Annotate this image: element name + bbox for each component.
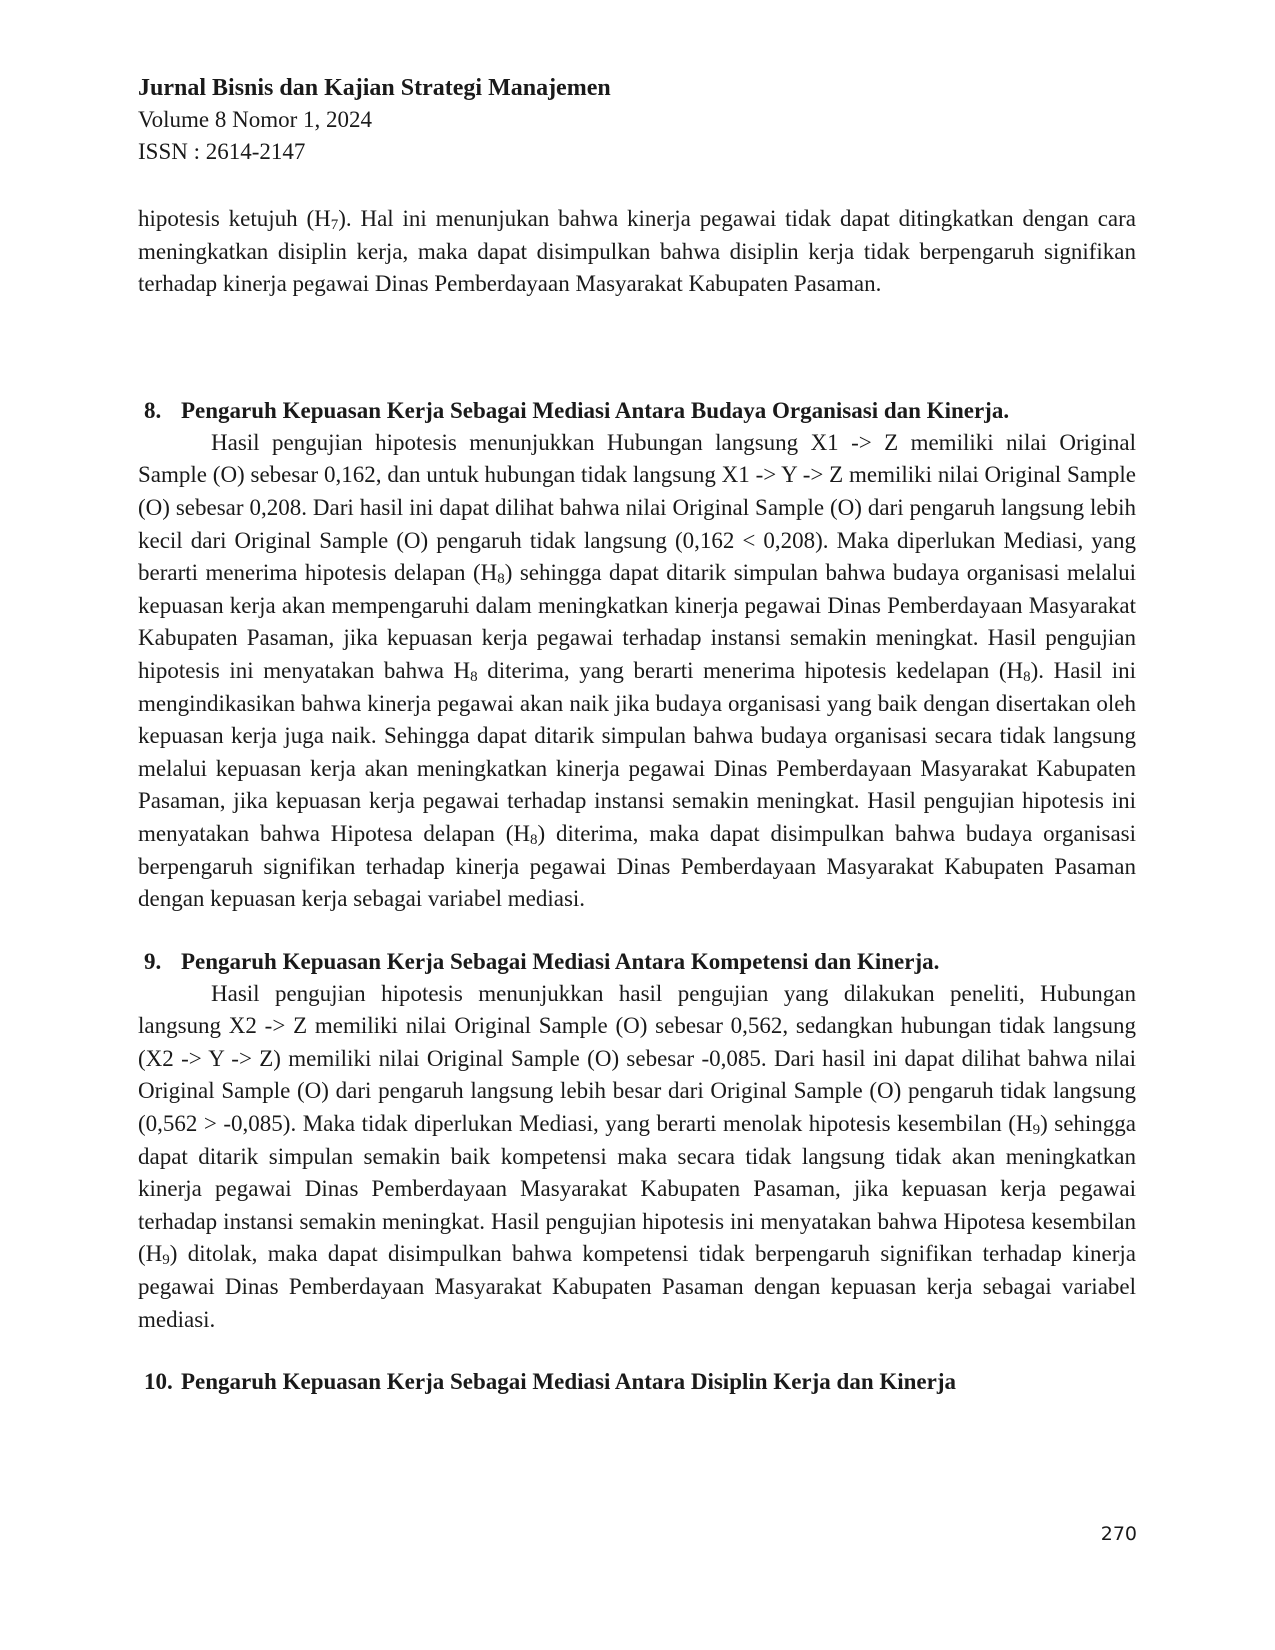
section-9-paragraph: Hasil pengujian hipotesis menunjukkan hasil pengujian yang dilakukan peneliti, Hubungan langsung X2 -> Z memiliki nilai Original Sample (O) sebesar 0,562, sedangkan hubungan tidak langsung (X2 -> Y -> Z) memiliki nilai Original Sample (O) sebesar -0,085. Dari hasil ini dapat dilihat bahwa nilai Original Sample (O) dari pengaruh langsung lebih besar dari Original Sample (O) pengaruh tidak langsung (0,562 > -0,085). Maka tidak diperlukan Mediasi, yang berarti menolak hipotesis kesembilan $(H_9)$ sehingga dapat ditarik simpulan semakin baik kompetensi maka secara tidak langsung tidak akan meningkatkan kinerja pegawai Dinas Pemberdayaan Masyarakat Kabupaten Pasaman, jika kepuasan kerja pegawai terhadap instansi semakin meningkat. Hasil pengujian hipotesis ini menyatakan bahwa Hipotesa kesembilan $(H_9)$ ditolak, maka dapat disimpulkan bahwa kompetensi tidak berpengaruh signifikan terhadap kinerja pegawai Dinas Pemberdayaan Masyarakat Kabupaten Pasaman dengan kepuasan kerja sebagai variabel mediasi.: [138, 980, 1137, 1332]
section-number: 10.: [144, 1369, 173, 1395]
journal-volume: Volume 8 Nomor 1, 2024: [138, 107, 373, 132]
journal-title: Jurnal Bisnis dan Kajian Strategi Manajemen: [138, 75, 611, 101]
subscript: 8: [470, 668, 478, 685]
journal-header: [138, 72, 1136, 168]
section-number: 8.: [144, 397, 162, 423]
page-number: 270: [1100, 1523, 1137, 1545]
subscript: 8: [530, 831, 538, 848]
section-title: Pengaruh Kepuasan Kerja Sebagai Mediasi Antara Disiplin Kerja dan Kinerja: [181, 1369, 957, 1395]
page-content: [138, 72, 1136, 1398]
intro-paragraph: hipotesis ketujuh $(H_7)$. Hal ini menunjukan bahwa kinerja pegawai tidak dapat ditingkatkan dengan cara meningkatkan disiplin kerja, maka dapat disimpulkan bahwa disiplin kerja tidak berpengaruh signifikan terhadap kinerja pegawai Dinas Pemberdayaan Masyarakat Kabupaten Pasaman.: [138, 206, 1136, 297]
section-9-heading: [138, 946, 1136, 978]
section-number: 9.: [144, 948, 162, 974]
subscript: 9: [162, 1252, 170, 1269]
section-title: Pengaruh Kepuasan Kerja Sebagai Mediasi Antara Kompetensi dan Kinerja.: [181, 948, 940, 974]
section-title: Pengaruh Kepuasan Kerja Sebagai Mediasi Antara Budaya Organisasi dan Kinerja.: [181, 397, 1010, 423]
subscript: 7: [330, 217, 339, 233]
section-8-paragraph: Hasil pengujian hipotesis menunjukkan Hubungan langsung X1 -> Z memiliki nilai Original Sample (O) sebesar 0,162, dan untuk hubungan tidak langsung X1 -> Y -> Z memiliki nilai Original Sample (O) sebesar 0,208. Dari hasil ini dapat dilihat bahwa nilai Original Sample (O) dari pengaruh langsung lebih kecil dari Original Sample (O) pengaruh tidak langsung (0,162 < 0,208). Maka diperlukan Mediasi, yang berarti menerima hipotesis delapan $(H_8)$ sehingga dapat ditarik simpulan bahwa budaya organisasi melalui kepuasan kerja akan mempengaruhi dalam meningkatkan kinerja pegawai Dinas Pemberdayaan Masyarakat Kabupaten Pasaman, jika kepuasan kerja pegawai terhadap instansi semakin meningkat. Hasil pengujian hipotesis ini menyatakan bahwa $H_8$ diterima, yang berarti menerima hipotesis kedelapan $(H_8)$. Hasil ini mengindikasikan bahwa kinerja pegawai akan naik jika budaya organisasi yang baik dengan disertakan oleh kepuasan kerja juga naik. Sehingga dapat ditarik simpulan bahwa budaya organisasi secara tidak langsung melalui kepuasan kerja akan meningkatkan kinerja pegawai Dinas Pemberdayaan Masyarakat Kabupaten Pasaman, jika kepuasan kerja pegawai terhadap instansi semakin meningkat. Hasil pengujian hipotesis ini menyatakan bahwa Hipotesa delapan $(H_8)$ diterima, maka dapat disimpulkan bahwa budaya organisasi berpengaruh signifikan terhadap kinerja pegawai Dinas Pemberdayaan Masyarakat Kabupaten Pasaman dengan kepuasan kerja sebagai variabel mediasi.: [138, 429, 1137, 912]
subscript: 9: [1032, 1122, 1041, 1139]
subscript: 8: [1023, 668, 1031, 685]
section-10-heading: [138, 1366, 1136, 1398]
journal-issn: ISSN : 2614-2147: [138, 139, 306, 164]
section-8-heading: [138, 395, 1136, 427]
subscript: 8: [497, 571, 505, 588]
